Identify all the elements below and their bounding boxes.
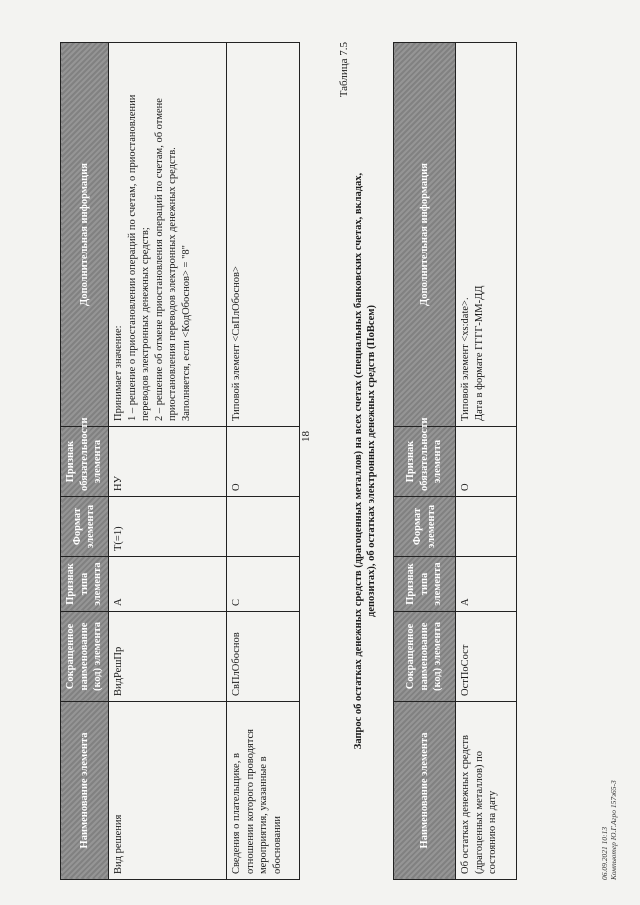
- info-line: 1 – решение о приостановлении операций по счетам, о приостановлении переводов электронных денежных средств;: [126, 94, 152, 421]
- print-stamp-date: 06.09.2021 10:13: [600, 826, 609, 880]
- table-2-container: [393, 42, 517, 880]
- table-2-title-block: [338, 42, 398, 880]
- header-element-format: Формат элемента: [61, 497, 109, 557]
- header-additional-info: Дополнительная информация: [394, 43, 456, 427]
- table-2: [393, 42, 517, 880]
- cell-format: [456, 497, 517, 557]
- cell-required: О: [226, 427, 299, 497]
- cell-format: T(=1): [108, 497, 226, 557]
- cell-type: А: [108, 557, 226, 612]
- header-element-code: Сокращенное наименование (код) элемента: [394, 612, 456, 702]
- cell-required: О: [456, 427, 517, 497]
- info-line: Дата в формате ГГГГ-ММ-ДД: [473, 285, 485, 421]
- cell-type: С: [226, 557, 299, 612]
- print-stamp: [600, 680, 620, 880]
- print-stamp-author: Компьютер Ю.Г.Агро 157з65-3: [609, 780, 619, 880]
- header-element-required: Признак обязательности элемента: [394, 427, 456, 497]
- cell-code: СвПлОбоснов: [226, 612, 299, 702]
- cell-format: [226, 497, 299, 557]
- header-element-type: Признак типа элемента: [394, 557, 456, 612]
- cell-code: ОстПоСост: [456, 612, 517, 702]
- cell-name: Сведения о плательщике, в отношении которого проводятся мероприятия, указанные в обосновании: [226, 702, 299, 880]
- header-additional-info: Дополнительная информация: [61, 43, 109, 427]
- header-element-name: Наименование элемента: [61, 702, 109, 880]
- cell-name: Об остатках денежных средств (драгоценных металлов) по состоянию на дату: [456, 702, 517, 880]
- table-row: [108, 43, 226, 880]
- info-line: Заполняется, если <КодОбоснов> = "8": [181, 245, 193, 421]
- cell-info: [226, 43, 299, 427]
- table-row: [456, 43, 517, 880]
- table-1: [60, 42, 300, 880]
- table-heading-line: Запрос об остатках денежных средств (драгоценных металлов) на всех счетах (специальных банковских счетах, вкладах,: [353, 172, 364, 750]
- table-1-container: [60, 42, 300, 880]
- table-caption: Таблица 7.5: [338, 42, 350, 98]
- info-line: 2 – решение об отмене приостановления операций по счетам, об отмене приостановления переводов электронных денежных средств.: [153, 98, 179, 421]
- page-number: 18: [300, 431, 312, 442]
- header-element-format: Формат элемента: [394, 497, 456, 557]
- header-element-code: Сокращенное наименование (код) элемента: [61, 612, 109, 702]
- cell-info: [456, 43, 517, 427]
- cell-name: Вид решения: [108, 702, 226, 880]
- table-row: [226, 43, 299, 880]
- table-2-header-row: [394, 43, 456, 880]
- cell-info: [108, 43, 226, 427]
- header-element-name: Наименование элемента: [394, 702, 456, 880]
- header-element-required: Признак обязательности элемента: [61, 427, 109, 497]
- info-line: Типовой элемент <СвПлОбоснов>: [230, 266, 242, 421]
- info-line: Принимает значение:: [112, 325, 124, 421]
- table-heading: [352, 42, 378, 880]
- table-1-header-row: [61, 43, 109, 880]
- cell-code: ВидРешПр: [108, 612, 226, 702]
- info-line: Типовой элемент <xs:date>.: [460, 297, 471, 421]
- cell-type: А: [456, 557, 517, 612]
- cell-required: НУ: [108, 427, 226, 497]
- table-heading-line: депозитах), об остатках электронных денежных средств (ПоВсем): [366, 305, 378, 617]
- header-element-type: Признак типа элемента: [61, 557, 109, 612]
